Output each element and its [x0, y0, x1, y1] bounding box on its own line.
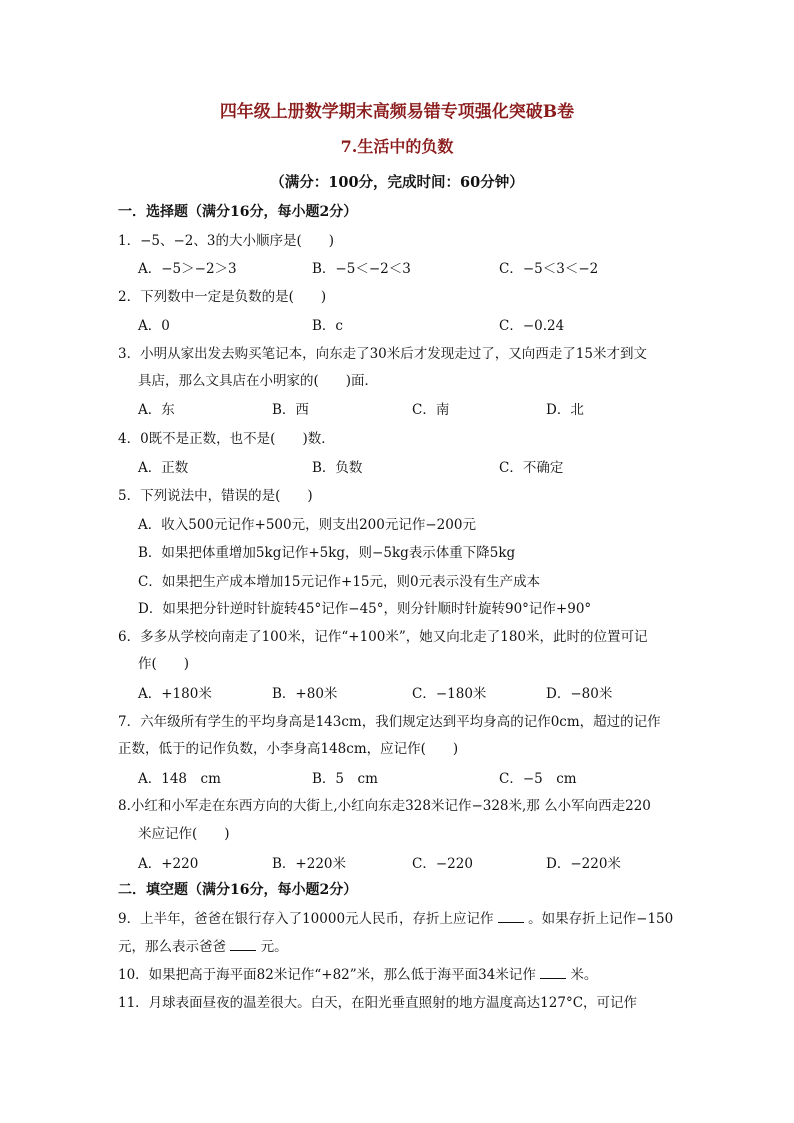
chapter-title: 7.生活中的负数	[340, 137, 454, 156]
q8-option-b: B．+220米	[272, 856, 346, 872]
question-8-line-2: 米应记作( )	[138, 826, 230, 842]
q3-option-b: B．西	[272, 402, 309, 418]
q10-answer-blank[interactable]	[540, 966, 566, 979]
question-11: 11．月球表面昼夜的温差很大。白天，在阳光垂直照射的地方温度高达127°C，可记作	[118, 995, 638, 1011]
score-info: （满分：100分，完成时间：60分钟）	[270, 174, 524, 191]
question-3-line-2: 具店，那么文具店在小明家的( )面．	[138, 373, 379, 389]
q1-option-b: B．−5＜−2＜3	[312, 261, 411, 277]
question-7-line-1: 7．六年级所有学生的平均身高是143cm，我们规定达到平均身高的记作0cm，超过的记作	[118, 714, 661, 730]
q8-option-a: A．+220	[138, 856, 199, 872]
q10-text-b: 米。	[570, 967, 598, 983]
question-9-line-1	[118, 907, 673, 927]
question-5: 5．下列说法中，错误的是( )	[118, 488, 313, 504]
q8-option-d: D．−220米	[546, 856, 621, 872]
section-heading-fill: 二．填空题（满分16分，每小题2分）	[118, 882, 358, 898]
question-6-line-1: 6．多多从学校向南走了100米，记作“+100米”，她又向北走了180米，此时的位置可记	[118, 629, 648, 645]
q5-option-b: B．如果把体重增加5kg记作+5kg，则−5kg表示体重下降5kg	[138, 545, 516, 561]
question-10	[118, 963, 597, 983]
question-1: 1．−5、−2、3的大小顺序是( )	[118, 233, 335, 249]
q5-option-a: A．收入500元记作+500元，则支出200元记作−200元	[138, 517, 476, 533]
q9-text-d: 元。	[260, 939, 288, 955]
q6-option-a: A．+180米	[138, 686, 212, 702]
question-6-line-2: 作( )	[138, 656, 190, 672]
q6-option-d: D．−80米	[546, 686, 613, 702]
q4-option-a: A．正数	[138, 460, 189, 476]
q5-option-d: D．如果把分针逆时针旋转45°记作−45°，则分针顺时针旋转90°记作+90°	[138, 601, 592, 617]
q9-answer-blank-1[interactable]	[498, 910, 524, 923]
q7-option-c: C．−5 cm	[499, 771, 577, 787]
q5-option-c: C．如果把生产成本增加15元记作+15元，则0元表示没有生产成本	[138, 574, 541, 590]
q6-option-c: C．−180米	[412, 686, 487, 702]
question-9-line-2	[118, 935, 288, 955]
q7-option-a: A．148 cm	[138, 771, 221, 787]
q10-text-a: 10．如果把高于海平面82米记作“+82”米，那么低于海平面34米记作	[118, 967, 536, 983]
q7-option-b: B．5 cm	[312, 771, 378, 787]
question-8-line-1: 8.小红和小军走在东西方向的大街上,小红向东走328米记作−328米,那 么小军向西走220	[118, 798, 651, 814]
question-2: 2．下列数中一定是负数的是( )	[118, 289, 327, 305]
q1-option-a: A．−5＞−2＞3	[138, 261, 237, 277]
q2-option-a: A．0	[138, 318, 170, 334]
q3-option-a: A．东	[138, 402, 175, 418]
q6-option-b: B．+80米	[272, 686, 338, 702]
q4-option-b: B．负数	[312, 460, 363, 476]
section-heading-choice: 一．选择题（满分16分，每小题2分）	[118, 204, 358, 220]
document-title: 四年级上册数学期末高频易错专项强化突破B卷	[219, 102, 575, 122]
question-7-line-2: 正数，低于的记作负数，小李身高148cm，应记作( )	[118, 741, 459, 757]
q9-text-a: 9．上半年，爸爸在银行存入了10000元人民币，存折上应记作	[118, 911, 494, 927]
q9-text-c: 元，那么表示爸爸	[118, 939, 226, 955]
q3-option-d: D．北	[546, 402, 584, 418]
q2-option-b: B．c	[312, 318, 343, 334]
q9-answer-blank-2[interactable]	[230, 938, 256, 951]
question-3-line-1: 3．小明从家出发去购买笔记本，向东走了30米后才发现走过了，又向西走了15米才到文	[118, 346, 647, 362]
q3-option-c: C．南	[412, 402, 450, 418]
q4-option-c: C．不确定	[499, 460, 564, 476]
q8-option-c: C．−220	[412, 856, 473, 872]
q9-text-b: 。如果存折上记作−150	[528, 911, 674, 927]
q1-option-c: C．−5＜3＜−2	[499, 261, 599, 277]
question-4: 4．0既不是正数，也不是( )数．	[118, 431, 335, 447]
q2-option-c: C．−0.24	[499, 318, 565, 334]
